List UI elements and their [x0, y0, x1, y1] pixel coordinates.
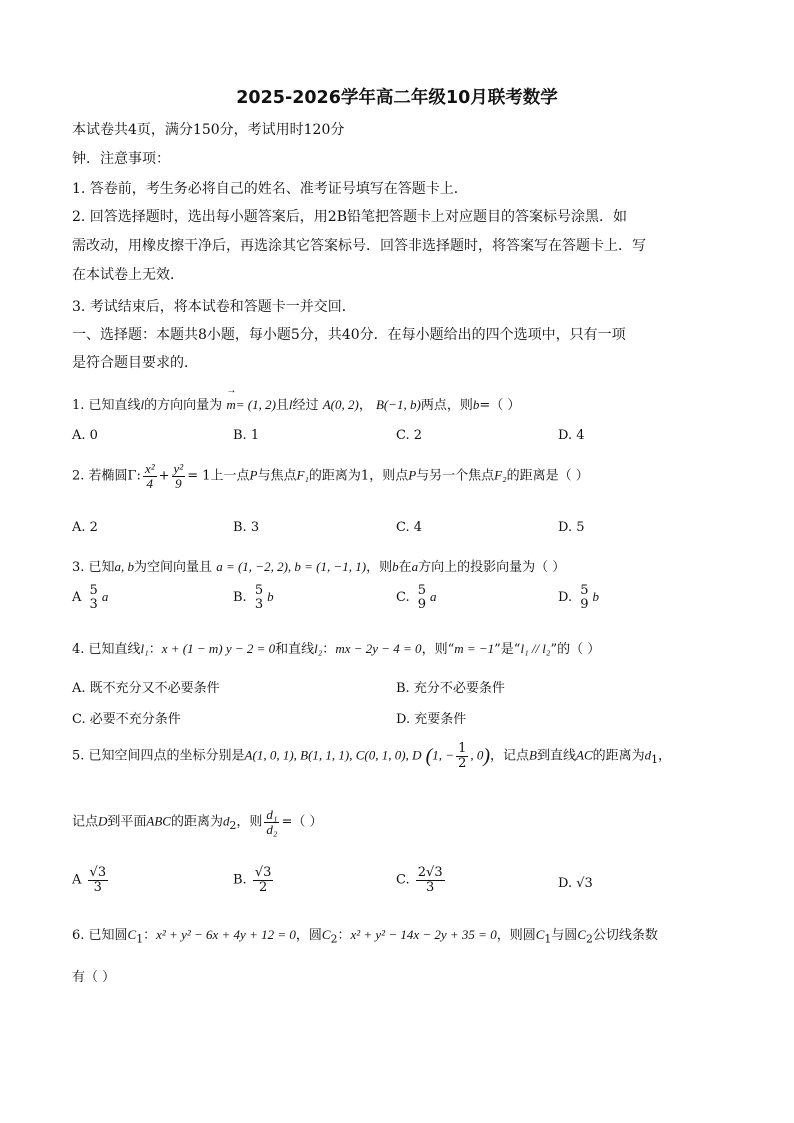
- q6-circle-c1: C: [127, 927, 137, 942]
- q5-text: 到平面: [107, 814, 147, 830]
- frac-num: 2√3: [417, 865, 443, 880]
- q2-frac-den: 4: [146, 475, 154, 491]
- q4-condition: m = −1: [454, 641, 495, 656]
- q1-text: 且: [275, 398, 289, 413]
- q2-option-d[interactable]: D. 5: [558, 520, 585, 535]
- option-fraction: [416, 866, 445, 894]
- q6-equation-1: x² + y² − 6x + 4y + 12 = 0: [156, 927, 296, 942]
- q5-text: ，: [658, 748, 672, 764]
- option-label: B.: [233, 872, 247, 888]
- q4-option-d[interactable]: D. 充要条件: [396, 712, 467, 727]
- q6-text: ，圆: [295, 928, 322, 943]
- option-fraction: [416, 584, 428, 611]
- q1-var-l: l: [288, 397, 293, 412]
- q3-text: 方向上的投影向量为（ ）: [418, 560, 566, 575]
- q2-var-p: P: [249, 467, 258, 483]
- q4-line-l2: l₂: [314, 641, 323, 656]
- option-vector: a: [430, 589, 437, 605]
- q5-text: ，则: [236, 814, 263, 830]
- q1-point-b: B(−1, b): [375, 397, 421, 412]
- frac-num: √3: [254, 865, 272, 880]
- q4-text: ”是“: [494, 642, 521, 657]
- q2-text: 的距离为1，则点: [308, 468, 409, 484]
- q2-var-p: P: [408, 467, 417, 483]
- q4-option-a[interactable]: A. 既不充分又不必要条件: [72, 681, 220, 696]
- q6-text: 公切线条数: [592, 928, 658, 943]
- q1-text: 的方向向量为: [144, 398, 223, 413]
- q2-fraction-y: [172, 462, 186, 490]
- section-header-cont: 是符合题目要求的．: [72, 355, 198, 371]
- q1-vector-value: = (1, 2): [235, 397, 276, 412]
- q1-text: =（ ）: [479, 398, 521, 413]
- q6-text: 6. 已知圆: [72, 928, 128, 943]
- q2-frac-num: x²: [144, 461, 155, 476]
- frac-den: 3: [93, 879, 102, 895]
- q4-text: ，则“: [421, 642, 455, 657]
- frac-num: 5: [417, 583, 427, 598]
- frac-num: d₁: [266, 807, 278, 822]
- frac-den: d₂: [266, 821, 278, 837]
- q1-text: 两点，则: [420, 398, 473, 413]
- q5-var-b: B: [529, 747, 537, 763]
- q4-text: ：: [148, 642, 162, 657]
- page-title: 2025-2026学年高二年级10月联考数学: [236, 88, 558, 108]
- option-vector: b: [592, 589, 600, 605]
- q1-var-b: b: [472, 397, 480, 412]
- q5-text: 记点: [72, 814, 99, 830]
- q3-option-b[interactable]: [233, 584, 274, 611]
- q5-d-fraction: [456, 742, 468, 770]
- q3-var-b: b: [392, 559, 399, 574]
- q1-vector-m: [226, 385, 237, 412]
- q4-text: 和直线: [275, 642, 315, 657]
- q3-text: ，则: [366, 560, 393, 575]
- q1-option-b[interactable]: B. 1: [233, 428, 260, 443]
- question-5-line-2: [72, 808, 322, 836]
- q4-relation: l₁ // l₂: [520, 641, 551, 656]
- option-label: A: [72, 590, 82, 606]
- frac-den: 9: [580, 596, 589, 612]
- frac-num: √3: [89, 865, 107, 880]
- q3-option-a[interactable]: [72, 584, 108, 611]
- q4-option-b[interactable]: B. 充分不必要条件: [396, 681, 505, 696]
- q6-text: 与圆: [551, 928, 578, 943]
- q2-frac-num: y²: [173, 461, 184, 476]
- q5-text: 的距离为: [592, 748, 645, 764]
- q6-circle-c1: C: [535, 927, 545, 942]
- q5-d1-sub: 1: [651, 753, 659, 767]
- frac-num: 1: [458, 741, 467, 756]
- note-1: 1. 答卷前，考生务必将自己的姓名、准考证号填写在答题卡上．: [72, 181, 468, 197]
- q2-option-c[interactable]: C. 4: [396, 520, 423, 535]
- option-label: A: [72, 872, 82, 888]
- frac-num: 5: [580, 583, 589, 598]
- q5-option-a[interactable]: [72, 866, 110, 894]
- frac-den: 3: [254, 596, 264, 612]
- q4-equation-1: x + (1 − m) y − 2 = 0: [161, 641, 276, 656]
- q4-text: 4. 已知直线: [72, 642, 141, 657]
- option-label: C.: [396, 872, 410, 888]
- option-value: √3: [576, 876, 593, 891]
- option-label: D.: [558, 876, 573, 891]
- q6-text: ：: [143, 928, 157, 943]
- q5-d2-sub: 2: [229, 819, 237, 833]
- q1-var-l: l: [140, 397, 145, 412]
- option-fraction: [253, 584, 265, 611]
- q3-var-a: a: [411, 559, 419, 574]
- q5-ratio: [264, 808, 279, 836]
- q6-circle-c2: C: [321, 927, 331, 942]
- question-1: [72, 385, 521, 413]
- q3-option-d[interactable]: [558, 584, 599, 611]
- q5-d-right: , 0: [470, 747, 484, 763]
- q2-option-b[interactable]: B. 3: [233, 520, 260, 535]
- q3-text: 为空间向量且: [134, 560, 213, 575]
- q5-var-d: D: [98, 813, 108, 829]
- q5-text: ，记点: [490, 748, 530, 764]
- q1-option-a[interactable]: A. 0: [72, 428, 98, 443]
- q5-d2: d: [223, 813, 230, 829]
- q5-text: 到直线: [536, 748, 576, 764]
- q2-text: = 1上一点: [187, 468, 250, 484]
- q5-d1: d: [644, 747, 652, 763]
- q4-option-c[interactable]: C. 必要不充分条件: [72, 712, 181, 727]
- frac-num: 5: [254, 583, 264, 598]
- frac-den: 2: [258, 879, 268, 895]
- frac-den: 9: [417, 596, 427, 612]
- option-label: D.: [558, 590, 573, 606]
- option-fraction: [253, 866, 274, 894]
- q2-fraction-x: [143, 462, 157, 490]
- q6-text: ，则圆: [496, 928, 536, 943]
- option-label: B.: [233, 590, 247, 606]
- q6-c2-sub: 2: [330, 932, 338, 946]
- note-2-cont: 需改动，用橡皮擦干净后，再选涂其它答案标号．回答非选择题时，将答案写在答题卡上．写: [72, 238, 646, 254]
- q3-text: 在: [398, 560, 412, 575]
- q3-text: 3. 已知: [72, 560, 115, 575]
- intro-line-2: 钟．注意事项：: [72, 151, 170, 167]
- option-fraction: [578, 584, 590, 611]
- q6-c2-sub: 2: [585, 932, 593, 946]
- q5-text: 的距离为: [170, 814, 223, 830]
- q1-point-a: A(0, 2): [322, 397, 359, 412]
- option-vector: a: [101, 589, 109, 605]
- q4-line-l1: l₁: [140, 641, 149, 656]
- q2-text: 的距离是（ ）: [506, 468, 589, 484]
- question-6: [72, 924, 658, 946]
- q5-option-c[interactable]: [396, 866, 447, 894]
- q5-points: A(1, 0, 1), B(1, 1, 1), C(0, 1, 0), D: [244, 747, 422, 763]
- note-2: 2. 回答选择题时，选出每小题答案后，用2B铅笔把答题卡上对应题目的答案标号涂黑．如: [72, 209, 628, 225]
- frac-den: 3: [89, 596, 98, 612]
- q5-option-d[interactable]: [558, 876, 593, 891]
- q1-text: 1. 已知直线: [72, 398, 141, 413]
- q1-text: 经过: [292, 398, 319, 413]
- q4-text: ：: [322, 642, 336, 657]
- frac-den: 2: [458, 755, 467, 771]
- q2-var-f2: F₂: [494, 467, 507, 483]
- question-6-line-2: 有（ ）: [72, 970, 116, 985]
- q5-d-left: 1, −: [432, 747, 455, 763]
- q3-option-c[interactable]: [396, 584, 437, 611]
- q5-paren-close: ): [483, 744, 491, 767]
- question-2: [72, 462, 589, 490]
- note-2-cont-2: 在本试卷上无效．: [72, 267, 184, 283]
- q6-c1-sub: 1: [136, 932, 144, 946]
- q2-option-a[interactable]: A. 2: [72, 520, 98, 535]
- q6-equation-2: x² + y² − 14x − 2y + 35 = 0: [350, 927, 497, 942]
- option-label: C.: [396, 590, 410, 606]
- vector-arrow-icon: →: [226, 385, 237, 396]
- q5-option-b[interactable]: [233, 866, 275, 894]
- note-3: 3. 考试结束后，将本试卷和答题卡一并交回．: [72, 299, 356, 315]
- frac-den: 3: [426, 879, 435, 895]
- option-fraction: [88, 584, 100, 611]
- q6-circle-c2: C: [577, 927, 586, 942]
- q1-option-c[interactable]: C. 2: [396, 428, 423, 443]
- q5-text: =（ ）: [281, 814, 323, 830]
- q5-point-d-coords: (: [425, 744, 433, 767]
- q6-c1-sub: 1: [544, 932, 552, 946]
- q5-plane-abc: ABC: [146, 813, 171, 829]
- q4-text: ”的（ ）: [550, 642, 601, 657]
- frac-num: 5: [89, 583, 98, 598]
- q1-vec-name: m: [226, 397, 236, 412]
- q2-text: 2. 若椭圆Γ:: [72, 468, 141, 484]
- question-5: [72, 742, 671, 770]
- q2-plus: +: [158, 468, 170, 484]
- q5-text: 5. 已知空间四点的坐标分别是: [72, 748, 245, 764]
- q6-text: ：: [337, 928, 351, 943]
- q5-line-ac: AC: [576, 747, 593, 763]
- q3-vector-equation: a = (1, −2, 2), b = (1, −1, 1): [216, 559, 367, 574]
- q3-vars: a, b: [114, 559, 135, 574]
- q1-text: ，: [358, 398, 372, 413]
- q2-frac-den: 9: [175, 475, 182, 491]
- intro-line-1: 本试卷共4页，满分150分，考试用时120分: [72, 122, 345, 138]
- option-vector: b: [267, 589, 274, 605]
- option-fraction: [88, 866, 109, 894]
- section-header: 一、选择题：本题共8小题，每小题5分，共40分．在每小题给出的四个选项中，只有一项: [72, 327, 626, 343]
- question-3: [72, 556, 565, 575]
- q2-text: 与另一个焦点: [416, 468, 495, 484]
- q2-var-f1: F₁: [296, 467, 309, 483]
- q1-option-d[interactable]: D. 4: [558, 428, 585, 443]
- question-4: [72, 638, 600, 657]
- q2-text: 与焦点: [257, 468, 297, 484]
- q4-equation-2: mx − 2y − 4 = 0: [335, 641, 422, 656]
